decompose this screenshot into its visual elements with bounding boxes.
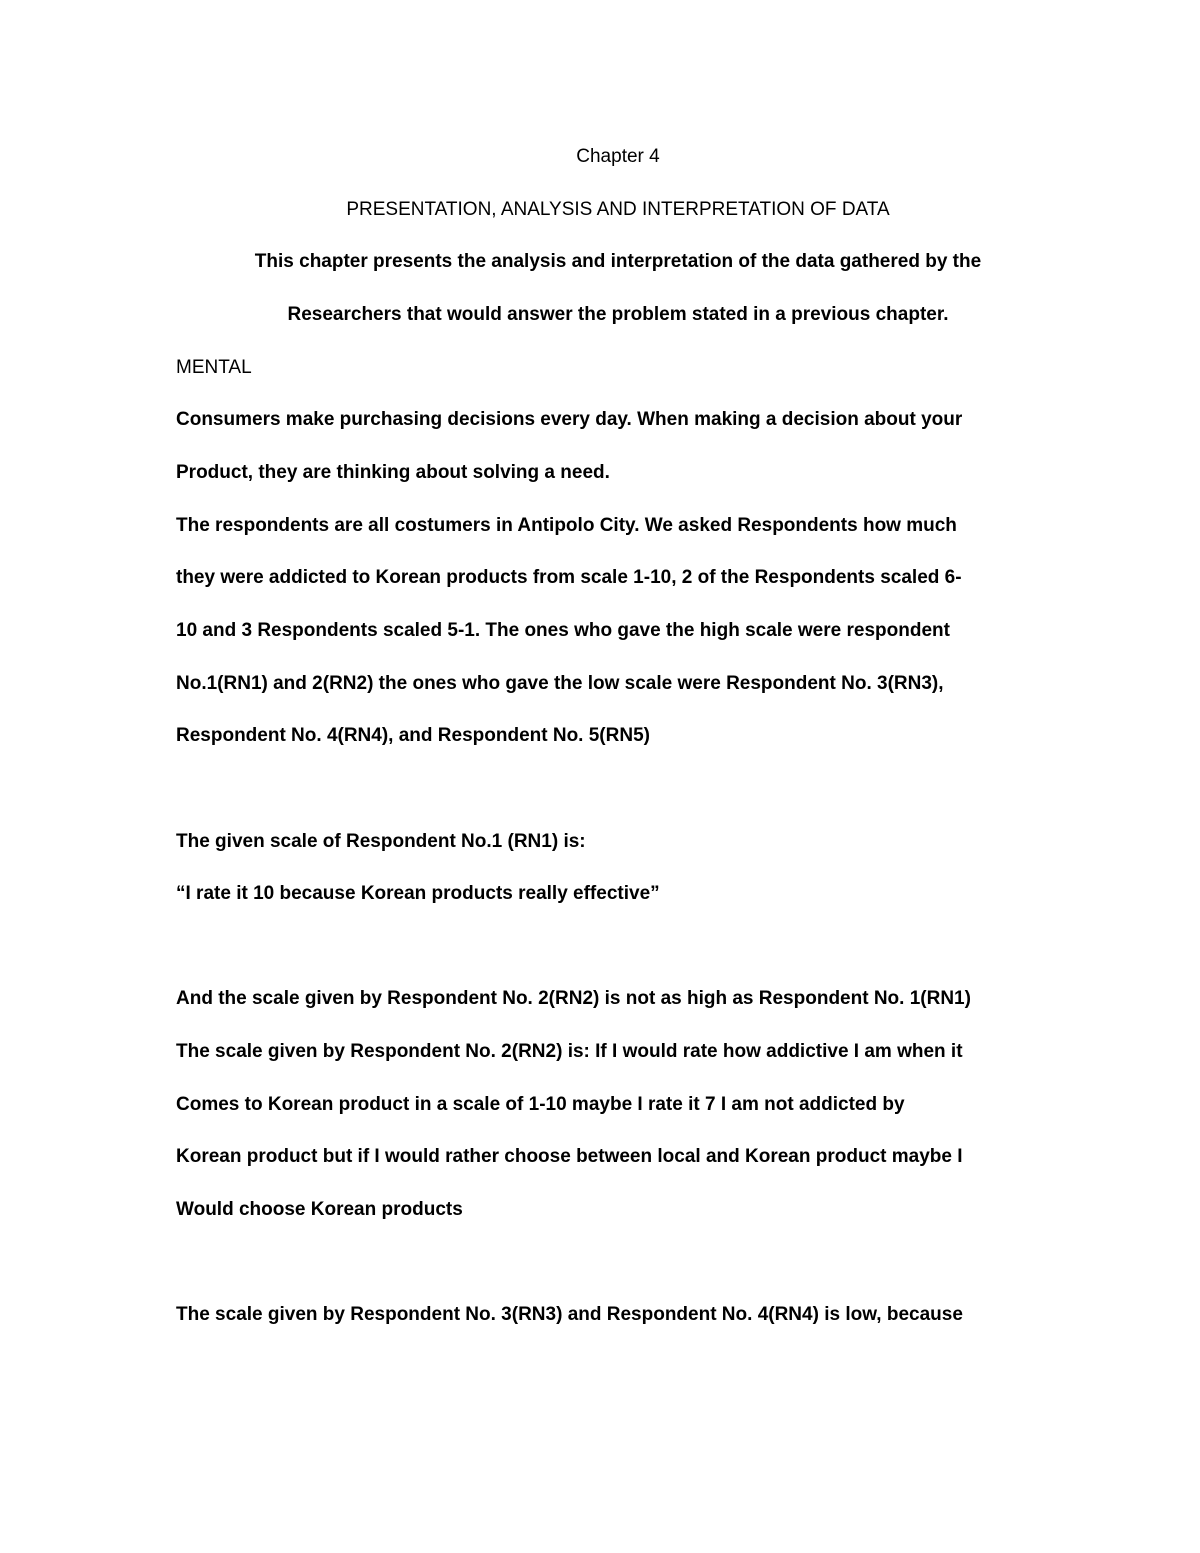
paragraph-line: they were addicted to Korean products from scale 1-10, 2 of the Respondents scaled 6- — [176, 567, 962, 588]
paragraph-line: No.1(RN1) and 2(RN2) the ones who gave the low scale were Respondent No. 3(RN3), — [176, 673, 944, 694]
paragraph-line: The scale given by Respondent No. 2(RN2) is: If I would rate how addictive I am when it — [176, 1041, 963, 1062]
paragraph-line: Comes to Korean product in a scale of 1-10 maybe I rate it 7 I am not addicted by — [176, 1094, 905, 1115]
paragraph-line: Would choose Korean products — [176, 1199, 463, 1220]
intro-line: This chapter presents the analysis and interpretation of the data gathered by the — [254, 251, 982, 272]
rn1-quote: “I rate it 10 because Korean products really effective” — [176, 883, 660, 904]
chapter-title: PRESENTATION, ANALYSIS AND INTERPRETATION OF DATA — [346, 199, 890, 220]
paragraph-line: Korean product but if I would rather choose between local and Korean product maybe I — [176, 1146, 963, 1167]
chapter-label: Chapter 4 — [576, 146, 660, 167]
rn1-intro: The given scale of Respondent No.1 (RN1) is: — [176, 831, 586, 852]
paragraph-line: The respondents are all costumers in Antipolo City. We asked Respondents how much — [176, 515, 957, 536]
intro-line: Researchers that would answer the problem stated in a previous chapter. — [287, 304, 949, 325]
section-heading: MENTAL — [176, 357, 252, 378]
paragraph-line: Product, they are thinking about solving a need. — [176, 462, 610, 483]
paragraph-line: And the scale given by Respondent No. 2(RN2) is not as high as Respondent No. 1(RN1) — [176, 988, 971, 1009]
paragraph-line: 10 and 3 Respondents scaled 5-1. The ones who gave the high scale were respondent — [176, 620, 950, 641]
paragraph-line: The scale given by Respondent No. 3(RN3) and Respondent No. 4(RN4) is low, because — [176, 1304, 963, 1325]
paragraph-line: Consumers make purchasing decisions every day. When making a decision about your — [176, 409, 963, 430]
paragraph-line: Respondent No. 4(RN4), and Respondent No. 5(RN5) — [176, 725, 650, 746]
